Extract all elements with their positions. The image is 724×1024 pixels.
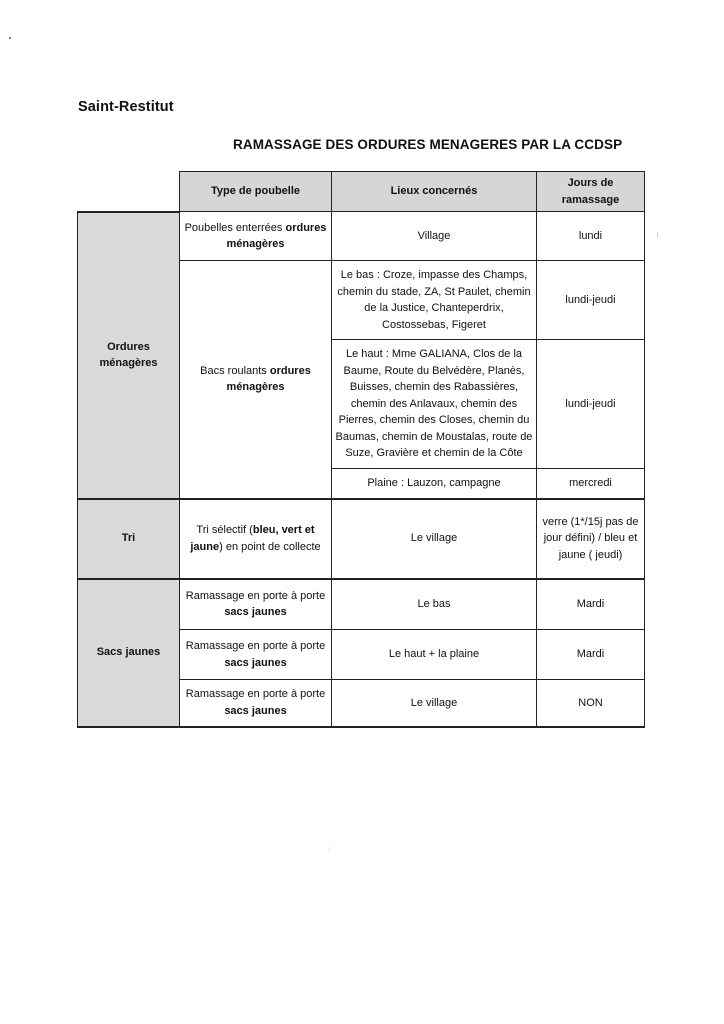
place-cell: Le bas [332,579,537,630]
bin-type-cell: Ramassage en porte à porte sacs jaunes [180,630,332,680]
place-cell: Village [332,212,537,261]
place-cell: Le village [332,499,537,579]
days-cell: NON [537,680,645,727]
bin-type-cell: Ramassage en porte à porte sacs jaunes [180,680,332,727]
bin-type-cell: Tri sélectif (bleu, vert et jaune) en point de collecte [180,499,332,579]
place-cell: Le bas : Croze, impasse des Champs, chemin du stade, ZA, St Paulet, chemin de la Justice, Chanteperdrix, Costossebas, Figeret [332,261,537,340]
days-cell: lundi [537,212,645,261]
table-header-row [78,172,645,212]
table-corner [78,172,180,212]
bin-type-cell: Ramassage en porte à porte sacs jaunes [180,579,332,630]
place-cell: Plaine : Lauzon, campagne [332,469,537,499]
town-name: Saint-Restitut [78,99,174,115]
scan-speck [657,232,658,238]
scan-speck [329,847,330,851]
place-cell: Le village [332,680,537,727]
days-cell: Mardi [537,630,645,680]
category-yellow-bags: Sacs jaunes [78,579,180,727]
category-sorting: Tri [78,499,180,579]
bin-type-cell: Bacs roulants ordures ménagères [180,261,332,499]
table-row [78,579,645,630]
bin-type-cell: Poubelles enterrées ordures ménagères [180,212,332,261]
column-header-type: Type de poubelle [180,172,332,212]
days-cell: Mardi [537,579,645,630]
column-header-days: Jours de ramassage [537,172,645,212]
column-header-places: Lieux concernés [332,172,537,212]
document-title: RAMASSAGE DES ORDURES MENAGERES PAR LA CCDSP [233,137,623,152]
place-cell: Le haut + la plaine [332,630,537,680]
collection-schedule-table [77,171,645,728]
scan-dot [9,37,11,39]
table-row [78,212,645,261]
days-cell: lundi-jeudi [537,340,645,469]
place-cell: Le haut : Mme GALIANA, Clos de la Baume, Route du Belvédère, Planès, Buisses, chemin des Rabassières, chemin des Anlavaux, chemin des Pierres, chemin des Closes, chemin du Baumas, chemin de Moustalas, route de Suze, Gravière et chemin de la Côte [332,340,537,469]
days-cell: verre (1*/15j pas de jour défini) / bleu et jaune ( jeudi) [537,499,645,579]
days-cell: lundi-jeudi [537,261,645,340]
table-row [78,499,645,579]
category-household-waste: Ordures ménagères [78,212,180,499]
days-cell: mercredi [537,469,645,499]
